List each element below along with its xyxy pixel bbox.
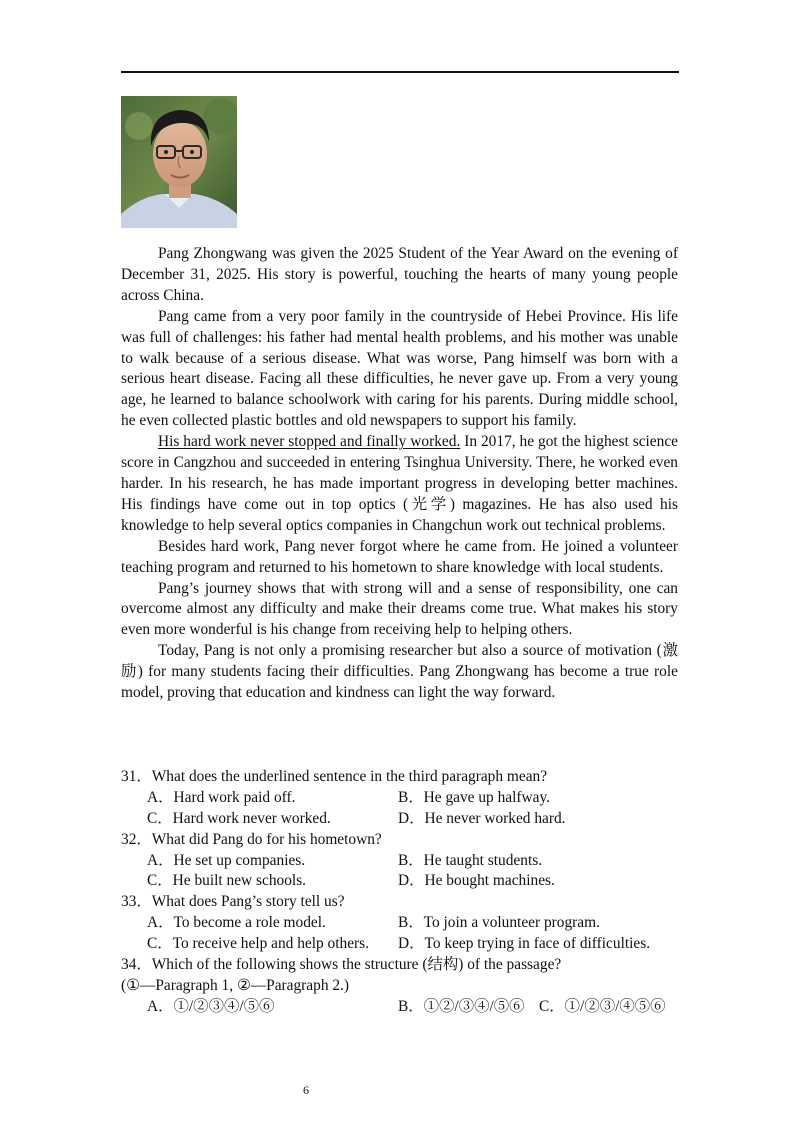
question-33-options-row-1: [121, 913, 681, 934]
question-31-options-row-2: [121, 809, 681, 830]
option-32-d: D．He bought machines.: [398, 872, 555, 890]
question-34-options-row: [121, 997, 681, 1018]
option-32-b: B．He taught students.: [398, 851, 543, 869]
question-33-stem: 33．What does Pang’s story tell us?: [121, 893, 345, 911]
question-32-options-row-1: [121, 851, 681, 872]
option-31-c: C．Hard work never worked.: [147, 809, 331, 827]
paragraph-6: Today, Pang is not only a promising researcher but also a source of motivation (激励) for many students facing their difficulties. Pang Zhongwang has become a true role model, proving that education and kindness can light the way forward.: [121, 642, 678, 702]
question-33-options-row-2: [121, 934, 681, 955]
option-31-d: D．He never worked hard.: [398, 809, 566, 827]
paragraph-3: His hard work never stopped and finally worked. In 2017, he got the highest science score in Cangzhou and succeeded in entering Tsinghua University. There, he worked even harder. In his research, he has made important progress in developing better machines. His findings have come out in top optics (光学) magazines. He has also used his knowledge to help several optics companies in Changchun work out technical problems.: [121, 433, 678, 534]
underlined-sentence: His hard work never stopped and finally worked.: [158, 433, 461, 451]
paragraph-4: Besides hard work, Pang never forgot where he came from. He joined a volunteer teaching program and returned to his hometown to share knowledge with local students.: [121, 537, 678, 576]
option-32-c: C．He built new schools.: [147, 872, 307, 890]
question-32-options-row-2: [121, 871, 681, 892]
reading-passage: [121, 244, 678, 704]
option-33-c: C．To receive help and help others.: [147, 935, 370, 953]
question-34-stem: 34．Which of the following shows the structure (结构) of the passage?: [121, 956, 562, 974]
option-34-b: B．①②/③④/⑤⑥: [398, 997, 525, 1015]
header-rule: [121, 71, 679, 73]
question-section: [121, 767, 681, 1018]
option-34-c: C．①/②③/④⑤⑥: [539, 997, 666, 1015]
option-33-b: B．To join a volunteer program.: [398, 914, 600, 932]
portrait-photo: [121, 96, 237, 228]
option-34-a: A．①/②③④/⑤⑥: [147, 997, 275, 1015]
paragraph-1: Pang Zhongwang was given the 2025 Student of the Year Award on the evening of December 31, 2025. His story is powerful, touching the hearts of many young people across China.: [121, 245, 678, 304]
question-31-stem: 31．What does the underlined sentence in the third paragraph mean?: [121, 768, 548, 785]
option-31-b: B．He gave up halfway.: [398, 788, 551, 806]
option-31-a: A．Hard work paid off.: [147, 788, 296, 806]
paragraph-5: Pang’s journey shows that with strong will and a sense of responsibility, one can overcome almost any difficulty and make their dreams come true. What makes his story even more wonderful is his change from receiving help to helping others.: [121, 579, 678, 639]
question-34-note: (①—Paragraph 1, ②—Paragraph 2.): [121, 976, 350, 994]
option-33-a: A．To become a role model.: [147, 914, 326, 932]
page-number: 6: [303, 1083, 309, 1097]
question-32-stem: 32．What did Pang do for his hometown?: [121, 830, 382, 848]
option-33-d: D．To keep trying in face of difficulties.: [398, 935, 651, 953]
question-31-options-row-1: [121, 788, 681, 809]
option-32-a: A．He set up companies.: [147, 851, 306, 869]
paragraph-2: Pang came from a very poor family in the countryside of Hebei Province. His life was full of challenges: his father had mental health problems, and his mother was unable to walk because of a serious disease. What was worse, Pang himself was born with a serious heart disease. Facing all these difficulties, he never gave up. From a very young age, he learned to balance schoolwork with caring for his parents. During middle school, he even collected plastic bottles and old newspapers to support his family.: [121, 307, 678, 430]
